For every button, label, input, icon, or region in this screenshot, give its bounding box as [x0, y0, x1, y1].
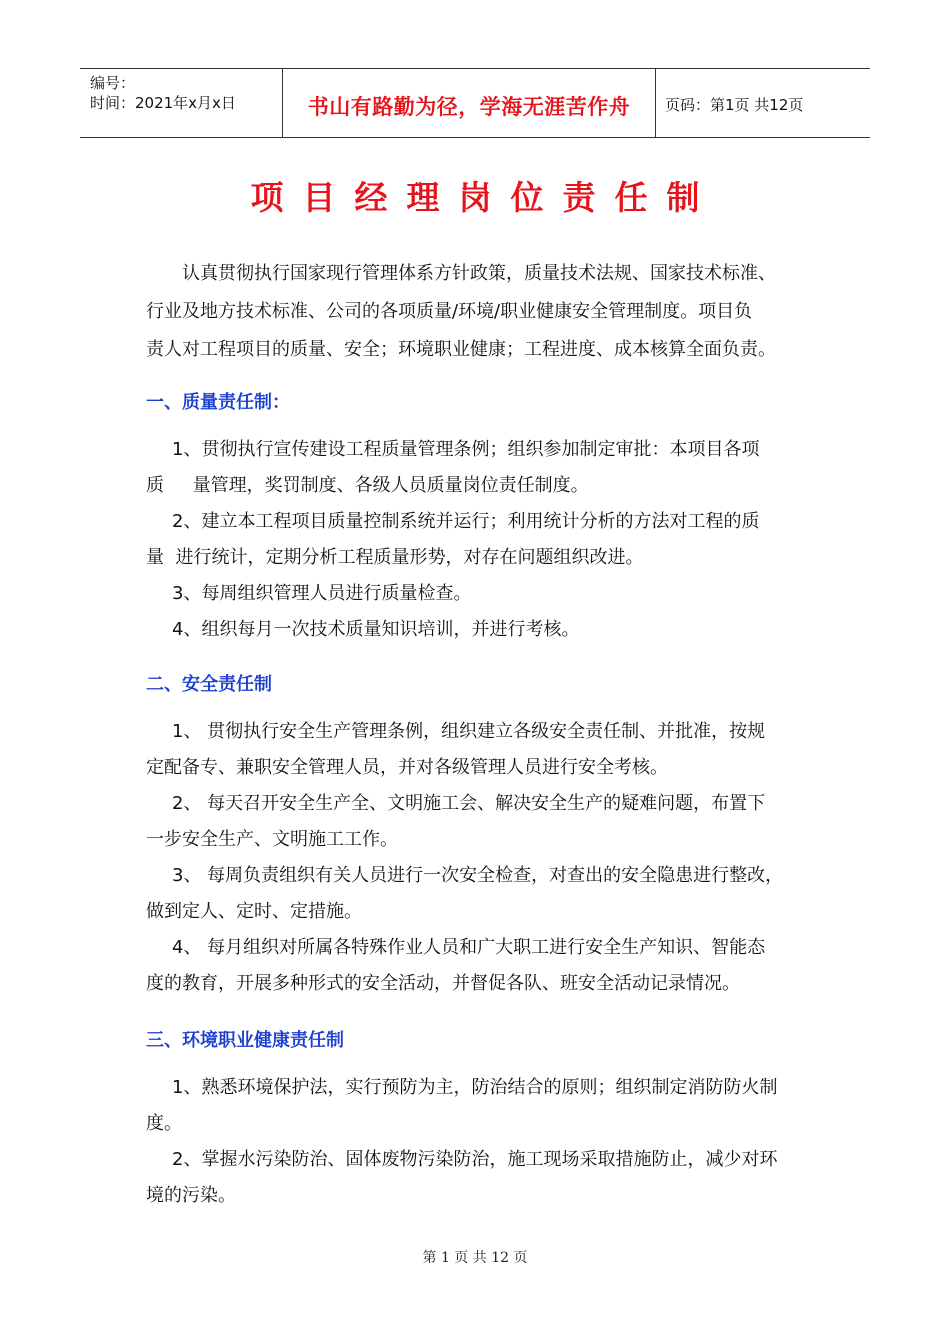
- section-line: 境的污染。: [146, 1185, 236, 1206]
- section-heading: 三、环境职业健康责任制: [146, 1030, 344, 1051]
- page-label: 页码：第1页 共12页: [665, 96, 804, 114]
- section-line: 2、掌握水污染防治、固体废物污染防治，施工现场采取措施防止，减少对环: [172, 1149, 778, 1170]
- section-body: [146, 714, 836, 1002]
- section-body: [146, 1070, 836, 1214]
- section-line: 2、 每天召开安全生产全、文明施工会、解决安全生产的疑难问题，布置下: [172, 793, 766, 814]
- section-line: 量 进行统计，定期分析工程质量形势，对存在问题组织改进。: [146, 547, 644, 568]
- section-line: 质 量管理，奖罚制度、各级人员质量岗位责任制度。: [146, 475, 589, 496]
- intro-line: 责人对工程项目的质量、安全；环境职业健康；工程进度、成本核算全面负责。: [146, 339, 776, 360]
- header-table: [80, 68, 870, 138]
- section-line: 做到定人、定时、定措施。: [146, 901, 362, 922]
- section-line: 度。: [146, 1113, 182, 1134]
- section-line: 定配备专、兼职安全管理人员，并对各级管理人员进行安全考核。: [146, 757, 668, 778]
- number-label: 编号：: [90, 74, 136, 92]
- time-label: 时间：2021年x月x日: [90, 94, 236, 112]
- header-page-cell: [655, 69, 870, 137]
- header-motto-cell: [282, 69, 656, 137]
- section-line: 一步安全生产、文明施工工作。: [146, 829, 398, 850]
- intro-line: 认真贯彻执行国家现行管理体系方针政策，质量技术法规、国家技术标准、: [182, 263, 776, 284]
- document-title: 项目经理岗位责任制: [250, 178, 719, 217]
- section-heading: 一、质量责任制：: [146, 392, 290, 413]
- section-line: 3、每周组织管理人员进行质量检查。: [172, 583, 472, 604]
- motto: 书山有路勤为径，学海无涯苦作舟: [307, 94, 631, 119]
- section-line: 4、组织每月一次技术质量知识培训，并进行考核。: [172, 619, 580, 640]
- intro-line: 行业及地方技术标准、公司的各项质量/环境/职业健康安全管理制度。项目负: [146, 301, 753, 322]
- header-meta-cell: [80, 69, 282, 137]
- section-line: 1、熟悉环境保护法，实行预防为主，防治结合的原则；组织制定消防防火制: [172, 1077, 778, 1098]
- page-footer: 第 1 页 共 12 页: [422, 1250, 528, 1266]
- section-body: [146, 432, 836, 648]
- section-line: 1、贯彻执行宣传建设工程质量管理条例；组织参加制定审批：本项目各项: [172, 439, 760, 460]
- intro-paragraph: [146, 256, 836, 368]
- section-line: 1、 贯彻执行安全生产管理条例，组织建立各级安全责任制、并批准，按规: [172, 721, 766, 742]
- section-line: 度的教育，开展多种形式的安全活动，并督促各队、班安全活动记录情况。: [146, 973, 740, 994]
- section-line: 3、 每周负责组织有关人员进行一次安全检查，对查出的安全隐患进行整改，: [172, 865, 784, 886]
- section-heading: 二、安全责任制: [146, 674, 272, 695]
- section-line: 4、 每月组织对所属各特殊作业人员和广大职工进行安全生产知识、智能态: [172, 937, 766, 958]
- section-line: 2、建立本工程项目质量控制系统并运行；利用统计分析的方法对工程的质: [172, 511, 760, 532]
